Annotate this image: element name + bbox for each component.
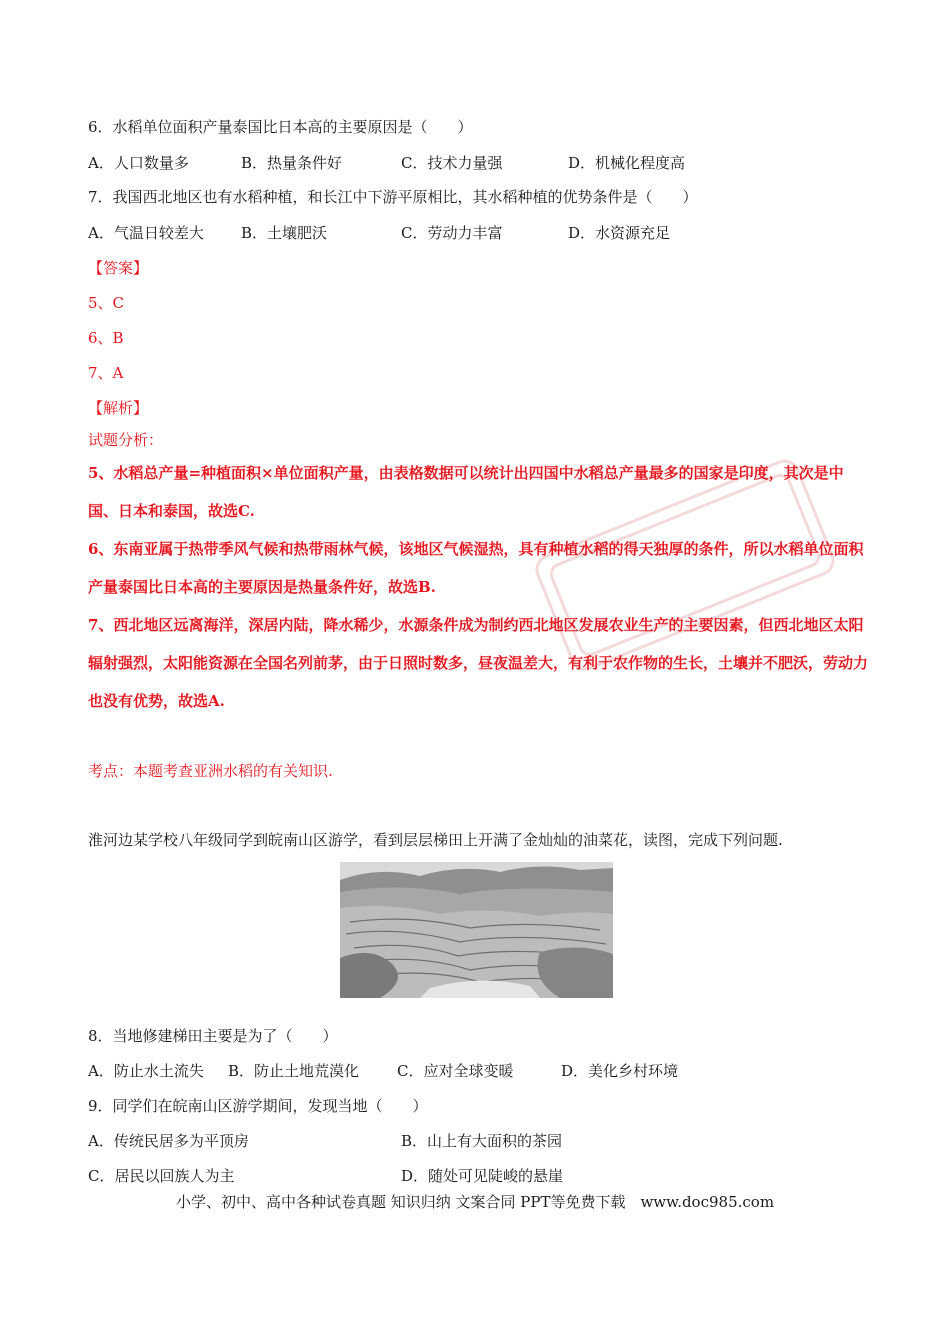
q9-option-a: A．传统民居多为平顶房 — [88, 1132, 249, 1150]
analysis-header: 【解析】 — [88, 399, 149, 417]
q8-option-c: C．应对全球变暖 — [397, 1062, 514, 1080]
q9-option-c: C．居民以回族人为主 — [88, 1167, 235, 1185]
answer-7: 7、A — [88, 364, 124, 382]
q7-option-a: A．气温日较差大 — [88, 224, 204, 242]
q9-stem: 9．同学们在皖南山区游学期间，发现当地（ ） — [88, 1097, 428, 1115]
q7-option-c: C．劳动力丰富 — [401, 224, 503, 242]
passage-intro: 淮河边某学校八年级同学到皖南山区游学，看到层层梯田上开满了金灿灿的油菜花，读图，完成下列问题. — [88, 831, 783, 849]
analysis-intro: 试题分析： — [88, 431, 164, 449]
q6-option-a: A．人口数量多 — [88, 154, 189, 172]
kaodian: 考点：本题考查亚洲水稻的有关知识. — [88, 762, 333, 780]
q6-option-d: D．机械化程度高 — [568, 154, 686, 172]
q8-option-b: B．防止土地荒漠化 — [228, 1062, 360, 1080]
answer-5: 5、C — [88, 294, 125, 312]
q7-option-b: B．土壤肥沃 — [241, 224, 328, 242]
analysis-p6: 6、东南亚属于热带季风气候和热带雨林气候，该地区气候湿热，具有种植水稻的得天独厚的条件，所以水稻单位面积产量泰国比日本高的主要原因是热量条件好，故选B. — [88, 540, 864, 596]
q7-option-d: D．水资源充足 — [568, 224, 671, 242]
analysis-p5: 5、水稻总产量=种植面积×单位面积产量，由表格数据可以统计出四国中水稻总产量最多的国家是印度，其次是中国、日本和泰国，故选C. — [88, 464, 844, 520]
terraced-fields-image — [340, 862, 613, 998]
answer-6: 6、B — [88, 329, 124, 347]
q6-stem: 6．水稻单位面积产量泰国比日本高的主要原因是（ ） — [88, 118, 473, 136]
q8-stem: 8．当地修建梯田主要是为了（ ） — [88, 1027, 338, 1045]
q7-stem: 7．我国西北地区也有水稻种植，和长江中下游平原相比，其水稻种植的优势条件是（ ） — [88, 188, 698, 206]
analysis-p7: 7、西北地区远离海洋，深居内陆，降水稀少，水源条件成为制约西北地区发展农业生产的主要因素，但西北地区太阳辐射强烈，太阳能资源在全国名列前茅，由于日照时数多，昼夜温差大，有利于农作物的生长，土壤并不肥沃，劳动力也没有优势，故选A. — [88, 616, 869, 710]
q6-option-c: C．技术力量强 — [401, 154, 503, 172]
q9-option-b: B．山上有大面积的茶园 — [401, 1132, 563, 1150]
q8-option-a: A．防止水土流失 — [88, 1062, 204, 1080]
q9-option-d: D．随处可见陡峻的悬崖 — [401, 1167, 564, 1185]
answer-header: 【答案】 — [88, 259, 149, 277]
q8-option-d: D．美化乡村环境 — [561, 1062, 679, 1080]
page-footer: 小学、初中、高中各种试卷真题 知识归纳 文案合同 PPT等免费下载 www.doc985.com — [175, 1193, 775, 1211]
q6-option-b: B．热量条件好 — [241, 154, 343, 172]
